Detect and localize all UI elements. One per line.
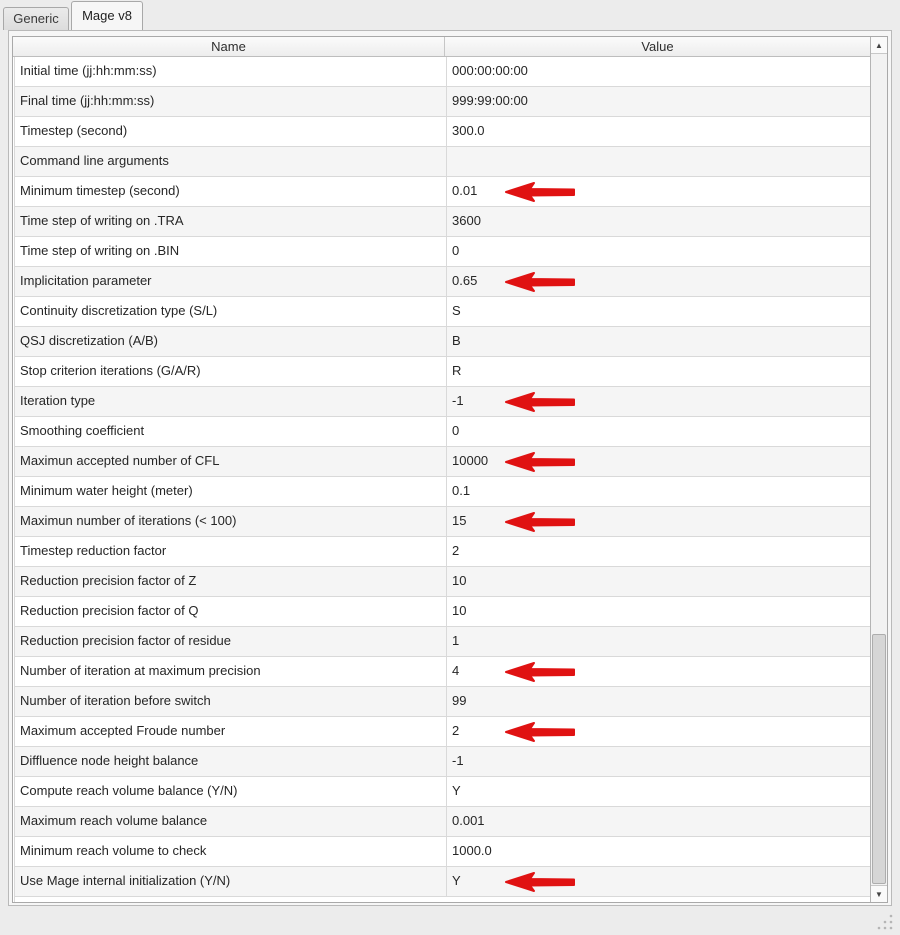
row-value-cell[interactable] [446,747,870,776]
row-value-label: 3600 [452,213,481,228]
row-name-cell[interactable] [15,327,446,356]
row-name-cell[interactable] [15,777,446,806]
row-value-cell[interactable] [446,657,870,686]
table-row[interactable] [15,327,870,357]
table-row[interactable] [15,357,870,387]
row-name-cell[interactable] [15,717,446,746]
row-name-label: Iteration type [20,393,96,408]
row-name-label: Maximum reach volume balance [20,813,208,828]
row-name-label: Smoothing coefficient [20,423,145,438]
scroll-down-icon: ▼ [875,889,883,899]
row-name-cell[interactable] [15,837,446,866]
row-name-cell[interactable] [15,147,446,176]
pointer-arrow-icon [503,661,577,683]
row-name-cell[interactable] [15,567,446,596]
column-header-name[interactable]: Name [13,37,445,56]
tab-generic[interactable]: Generic [3,7,69,30]
row-name-cell[interactable] [15,687,446,716]
row-value-label: Y [452,873,461,888]
row-name-cell[interactable] [15,387,446,416]
row-name-label: Diffluence node height balance [20,753,199,768]
row-value-label: 0 [452,423,460,438]
row-name-label: QSJ discretization (A/B) [20,333,158,348]
row-name-cell[interactable] [15,867,446,896]
row-value-label: 1 [452,633,460,648]
row-value-cell[interactable] [446,837,870,866]
row-name-cell[interactable] [15,537,446,566]
row-value-cell[interactable] [446,87,870,116]
row-value-label: 000:00:00:00 [452,63,528,78]
row-name-cell[interactable] [15,87,446,116]
row-name-label: Implicitation parameter [20,273,152,288]
row-name-label: Reduction precision factor of residue [20,633,232,648]
row-value-cell[interactable] [446,387,870,416]
row-value-cell[interactable] [446,567,870,596]
table-row[interactable] [15,177,870,207]
table-row[interactable] [15,117,870,147]
scrollbar-track[interactable] [871,54,887,885]
table-body [14,57,870,902]
row-value-cell[interactable] [446,297,870,326]
table-row[interactable] [15,537,870,567]
row-value-cell[interactable] [446,357,870,386]
table-row[interactable] [15,867,870,897]
row-name-cell[interactable] [15,747,446,776]
table-row[interactable] [15,507,870,537]
row-name-label: Use Mage internal initialization (Y/N) [20,873,231,888]
row-name-label: Minimum timestep (second) [20,183,180,198]
row-value-label: 0.01 [452,183,478,198]
table-row[interactable] [15,147,870,177]
row-name-cell[interactable] [15,597,446,626]
row-value-cell[interactable] [446,207,870,236]
row-name-cell[interactable] [15,357,446,386]
row-name-label: Final time (jj:hh:mm:ss) [20,93,155,108]
row-value-label: Y [452,783,461,798]
pointer-arrow-icon [503,391,577,413]
row-value-cell[interactable] [446,717,870,746]
row-value-label: R [452,363,462,378]
row-name-label: Maximum accepted Froude number [20,723,226,738]
row-name-label: Minimum reach volume to check [20,843,207,858]
row-name-label: Stop criterion iterations (G/A/R) [20,363,201,378]
pointer-arrow-icon [503,271,577,293]
row-value-cell[interactable] [446,327,870,356]
row-value-label: 0.001 [452,813,485,828]
row-name-cell[interactable] [15,507,446,536]
row-name-label: Maximun accepted number of CFL [20,453,220,468]
row-value-cell[interactable] [446,237,870,266]
row-name-label: Compute reach volume balance (Y/N) [20,783,238,798]
row-value-label: 0 [452,243,460,258]
row-name-label: Maximun number of iterations (< 100) [20,513,237,528]
row-value-label: S [452,303,461,318]
row-value-label: 999:99:00:00 [452,93,528,108]
row-value-label: 300.0 [452,123,485,138]
table-row[interactable] [15,477,870,507]
row-name-label: Timestep (second) [20,123,128,138]
row-name-label: Reduction precision factor of Q [20,603,199,618]
table-row[interactable] [15,417,870,447]
notebook-page [8,30,892,906]
row-value-cell[interactable] [446,177,870,206]
scrollbar-thumb[interactable] [872,634,886,884]
row-name-cell[interactable] [15,447,446,476]
row-value-label: 0.65 [452,273,478,288]
row-value-label: -1 [452,753,464,768]
row-name-cell[interactable] [15,297,446,326]
table-row[interactable] [15,387,870,417]
table-row[interactable] [15,597,870,627]
row-value-label: 10 [452,603,467,618]
table-content [13,37,870,902]
column-header-value[interactable]: Value [641,39,674,54]
row-value-label: 2 [452,723,460,738]
table-row[interactable] [15,717,870,747]
scroll-up-button[interactable] [871,37,887,54]
table-row[interactable] [15,237,870,267]
table-row[interactable] [15,567,870,597]
row-name-label: Command line arguments [20,153,169,168]
row-value-cell[interactable] [446,57,870,86]
table-row[interactable] [15,777,870,807]
row-name-label: Reduction precision factor of Z [20,573,197,588]
row-name-cell[interactable] [15,117,446,146]
row-value-label: 2 [452,543,460,558]
window-bottom-strip [0,906,900,935]
row-name-cell[interactable] [15,807,446,836]
pointer-arrow-icon [503,871,577,893]
table-row[interactable] [15,627,870,657]
row-name-cell[interactable] [15,477,446,506]
row-name-label: Initial time (jj:hh:mm:ss) [20,63,157,78]
scroll-up-icon: ▲ [875,40,883,50]
row-value-cell[interactable] [446,417,870,446]
row-name-label: Number of iteration before switch [20,693,211,708]
table-row[interactable] [15,267,870,297]
row-name-label: Continuity discretization type (S/L) [20,303,218,318]
row-value-cell[interactable] [446,597,870,626]
row-name-label: Time step of writing on .TRA [20,213,184,228]
row-value-cell[interactable] [446,687,870,716]
row-name-cell[interactable] [15,237,446,266]
row-value-label: -1 [452,393,464,408]
row-name-cell[interactable] [15,57,446,86]
table-row[interactable] [15,687,870,717]
table-row[interactable] [15,87,870,117]
tab-bar [0,0,900,30]
pointer-arrow-icon [503,451,577,473]
parameters-table [12,36,888,903]
row-value-cell[interactable] [446,537,870,566]
table-row[interactable] [15,57,870,87]
tab-mage-v8[interactable]: Mage v8 [71,1,143,30]
row-value-cell[interactable] [446,507,870,536]
row-name-label: Number of iteration at maximum precision [20,663,261,678]
row-value-label: 15 [452,513,467,528]
table-row[interactable] [15,807,870,837]
row-value-label: 10000 [452,453,489,468]
row-value-cell[interactable] [446,147,870,176]
row-name-cell[interactable] [15,417,446,446]
table-row[interactable] [15,207,870,237]
table-row[interactable] [15,747,870,777]
row-value-label: 0.1 [452,483,471,498]
row-value-label: 10 [452,573,467,588]
row-name-cell[interactable] [15,177,446,206]
table-row[interactable] [15,837,870,867]
pointer-arrow-icon [503,721,577,743]
row-name-label: Minimum water height (meter) [20,483,193,498]
row-name-label: Time step of writing on .BIN [20,243,180,258]
row-value-label: 99 [452,693,467,708]
row-value-cell[interactable] [446,267,870,296]
row-value-label: B [452,333,461,348]
row-name-cell[interactable] [15,267,446,296]
vertical-scrollbar[interactable] [870,37,887,902]
table-header [13,37,870,57]
scroll-down-button[interactable] [871,885,887,902]
row-name-cell[interactable] [15,207,446,236]
row-value-cell[interactable] [446,807,870,836]
row-name-label: Timestep reduction factor [20,543,167,558]
row-name-cell[interactable] [15,627,446,656]
row-value-cell[interactable] [446,117,870,146]
table-row[interactable] [15,447,870,477]
pointer-arrow-icon [503,181,577,203]
row-value-cell[interactable] [446,447,870,476]
row-value-cell[interactable] [446,777,870,806]
resize-grip-icon[interactable] [874,911,894,931]
row-value-cell[interactable] [446,627,870,656]
row-value-label: 4 [452,663,460,678]
row-name-cell[interactable] [15,657,446,686]
row-value-cell[interactable] [446,867,870,896]
row-value-label: 1000.0 [452,843,492,858]
table-row[interactable] [15,657,870,687]
pointer-arrow-icon [503,511,577,533]
row-value-cell[interactable] [446,477,870,506]
table-row[interactable] [15,297,870,327]
